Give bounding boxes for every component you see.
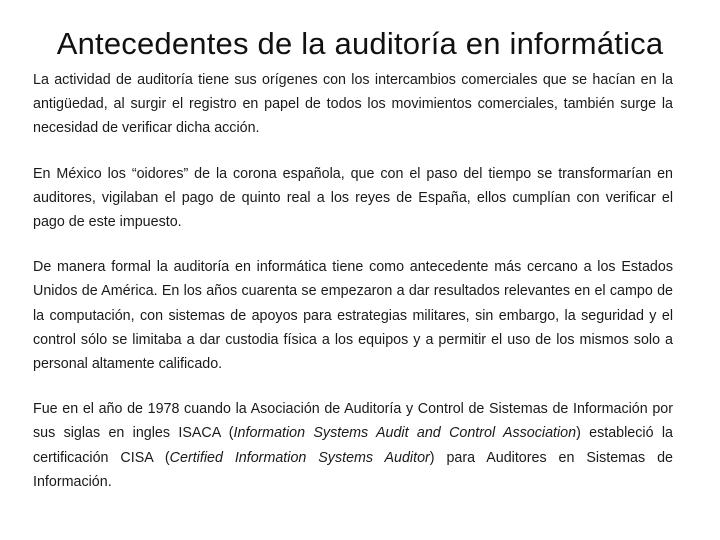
paragraph-isaca [33, 397, 673, 494]
cisa-full-name: Certified Information Systems Auditor [169, 449, 430, 466]
slide-title: Antecedentes de la auditoría en informática [56, 26, 664, 61]
paragraph-origins: La actividad de auditoría tiene sus orígenes con los intercambios comerciales que se hacían en la antigüedad, al surgir el registro en papel de todos los movimientos comerciales, también surge la necesidad de verificar dicha acción. [33, 72, 673, 137]
paragraph-oidores: En México los “oidores” de la corona española, que con el paso del tiempo se transformarían en auditores, vigilaban el pago de quinto real a los reyes de España, ellos cumplían con verificar el pago de este impuesto. [33, 165, 673, 231]
isaca-text-part-3: ) para Auditores en Sistemas de Información. [33, 449, 673, 490]
isaca-full-name: Information Systems Audit and Control Association [233, 425, 577, 442]
isaca-text-part-2: ) estableció la certificación CISA ( [33, 425, 673, 466]
paragraph-usa-antecedent: De manera formal la auditoría en informática tiene como antecedente más cercano a los Estados Unidos de América. En los años cuarenta se empezaron a dar resultados relevantes en el campo de la computación, con sistemas de apoyos para estrategias militares, sin embargo, la seguridad y el control sólo se limitaba a dar custodia física a los equipos y a permitir el uso de los mismos solo a personal altamente calificado. [33, 259, 673, 373]
isaca-text-part-1: Fue en el año de 1978 cuando la Asociación de Auditoría y Control de Sistemas de Información por sus siglas en ingles ISACA ( [33, 401, 673, 442]
slide-body [33, 68, 673, 494]
